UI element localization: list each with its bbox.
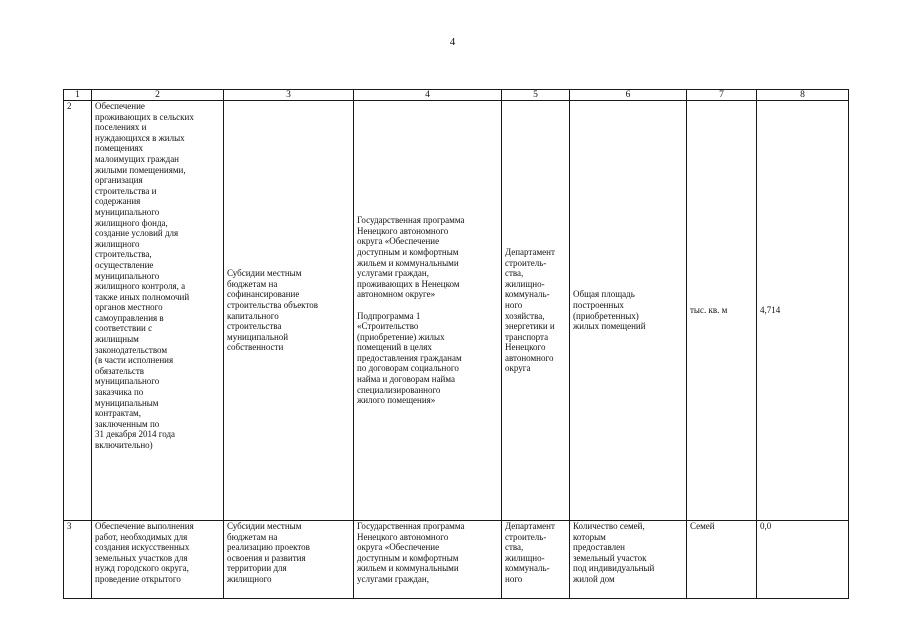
column-header: 2 [92, 90, 224, 101]
column-header: 6 [570, 90, 687, 101]
indicator-cell: Общая площадь построенных (приобретенных) жилых помещений [570, 101, 687, 521]
table-row [64, 101, 849, 521]
column-header: 8 [757, 90, 849, 101]
value-cell: 0,0 [757, 521, 849, 599]
subsidy-cell: Субсидии местным бюджетам на реализацию проектов освоения и развития территории для жилищного [224, 521, 354, 599]
page-number: 4 [449, 36, 456, 48]
row-number: 3 [64, 521, 92, 599]
column-header: 4 [354, 90, 502, 101]
row-number: 2 [64, 101, 92, 521]
department-cell: Департамент строитель- ства, жилищно- коммуналь- ного [502, 521, 570, 599]
unit-cell: тыс. кв. м [687, 101, 757, 521]
unit-cell: Семей [687, 521, 757, 599]
column-header: 3 [224, 90, 354, 101]
value-cell: 4,714 [757, 101, 849, 521]
column-header: 1 [64, 90, 92, 101]
header-row [64, 90, 849, 101]
table-row [64, 521, 849, 599]
column-header: 7 [687, 90, 757, 101]
measure-cell: Обеспечение выполнения работ, необходимых для создания искусственных земельных участков для нужд городского округа, проведение открытого [92, 521, 224, 599]
measure-cell: Обеспечение проживающих в сельских поселениях и нуждающихся в жилых помещениях малоимущих граждан жилыми помещениями, организация строительства и содержания муниципального жилищного фонда, создание условий для жилищного строительства, осуществление муниципального жилищного контроля, а также иных полномочий органов местного самоуправления в соответствии с жилищным законодательством (в части исполнения обязательств муниципального заказчика по муниципальным контрактам, заключенным по 31 декабря 2014 года включительно) [92, 101, 224, 521]
subsidy-cell: Субсидии местным бюджетам на софинансирование строительства объектов капитального строительства муниципальной собственности [224, 101, 354, 521]
column-header: 5 [502, 90, 570, 101]
program-cell: Государственная программа Ненецкого автономного округа «Обеспечение доступным и комфортным жильем и коммунальными услугами граждан, проживающих в Ненецком автономном округе» Подпрограмма 1 «Строительство (приобретение) жилых помещений в целях предоставления гражданам по договорам социального найма и договорам найма специализированного жилого помещения» [354, 101, 502, 521]
department-cell: Департамент строитель- ства, жилищно- коммуналь- ного хозяйства, энергетики и транспорта Ненецкого автономного округа [502, 101, 570, 521]
data-table [63, 89, 849, 599]
program-cell: Государственная программа Ненецкого автономного округа «Обеспечение доступным и комфортным жильем и коммунальными услугами граждан, [354, 521, 502, 599]
indicator-cell: Количество семей, которым предоставлен земельный участок под индивидуальный жилой дом [570, 521, 687, 599]
